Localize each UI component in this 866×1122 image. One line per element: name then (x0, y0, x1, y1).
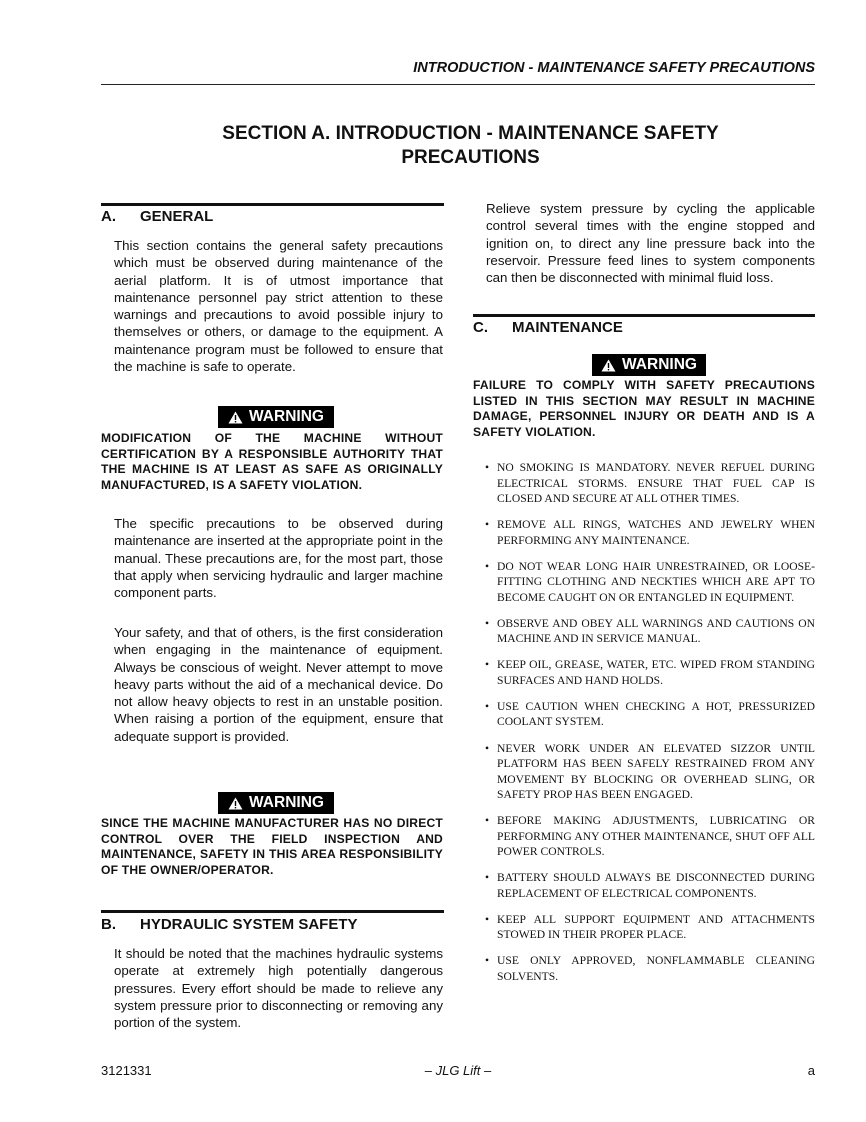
section-c-title: MAINTENANCE (512, 319, 623, 336)
section-c-letter: C. (473, 319, 488, 336)
list-item: • KEEP ALL SUPPORT EQUIPMENT AND ATTACHMENTS STOWED IN THEIR PROPER PLACE. (485, 912, 815, 942)
section-a-paragraph-3: Your safety, and that of others, is the first consideration when engaging in the maintenance of equipment. Always be conscious of weight. Never attempt to move heavy parts without the aid of a mechanical device. Do not allow heavy objects to rest in an unstable position. When raising a portion of the equipment, ensure that adequate support is provided. (114, 625, 443, 744)
list-item: • NEVER WORK UNDER AN ELEVATED SIZZOR UNTIL PLATFORM HAS BEEN SAFELY RESTRAINED FROM ANY MOVEMENT BY BLOCKING OR OVERHEAD SLING, OR SAFETY PROP HAS BEEN ENGAGED. (485, 741, 815, 802)
list-item: • OBSERVE AND OBEY ALL WARNINGS AND CAUTIONS ON MACHINE AND IN SERVICE MANUAL. (485, 616, 815, 646)
section-b-title: HYDRAULIC SYSTEM SAFETY (140, 916, 358, 933)
section-c-heading (473, 319, 623, 336)
section-c-rule (473, 314, 815, 317)
warning-badge-1 (218, 406, 334, 428)
maintenance-precautions-list (485, 460, 815, 995)
section-b-heading (101, 916, 358, 933)
warning-text-3: FAILURE TO COMPLY WITH SAFETY PRECAUTIONS LISTED IN THIS SECTION MAY RESULT IN MACHINE DAMAGE, PERSONNEL INJURY OR DEATH AND IS A SAFETY VIOLATION. (473, 378, 815, 440)
section-b-paragraph-1: It should be noted that the machines hydraulic systems operate at extremely high potentially dangerous pressures. Every effort should be made to relieve any system pressure prior to disconnecting or removing any portion of the system. (114, 946, 443, 1031)
warning-badge-2 (218, 792, 334, 814)
section-a-rule (101, 203, 444, 206)
footer-page-number: a (807, 1063, 815, 1078)
section-a-paragraph-1: This section contains the general safety precautions which must be observed during maintenance of the aerial platform. It is of utmost importance that maintenance personnel pay strict attention to these warnings and precautions to avoid possible injury to themselves or others, or damage to the equipment. A maintenance program must be followed to ensure that the machine is safe to operate. (114, 238, 443, 375)
section-a-paragraph-2: The specific precautions to be observed during maintenance are inserted at the appropriate point in the manual. These precautions are, for the most part, those that apply when servicing hydraulic and larger machine component parts. (114, 516, 443, 601)
footer-center-label: – JLG Lift – (424, 1063, 492, 1078)
list-item: • BATTERY SHOULD ALWAYS BE DISCONNECTED DURING REPLACEMENT OF ELECTRICAL COMPONENTS. (485, 871, 815, 900)
section-a-title: GENERAL (140, 208, 214, 225)
warning-badge-3 (592, 354, 706, 376)
list-item: • REMOVE ALL RINGS, WATCHES AND JEWELRY WHEN PERFORMING ANY MAINTENANCE. (485, 518, 815, 547)
section-a-letter: A. (101, 208, 116, 225)
page-title (100, 122, 841, 170)
warning-badge-1-label: WARNING (249, 408, 324, 425)
warning-badge-2-label: WARNING (249, 794, 324, 811)
section-b-paragraph-2: Relieve system pressure by cycling the applicable control several times with the engine stopped and ignition on, to direct any line pressure back into the reservoir. Pressure feed lines to system components can then be disconnected with minimal fluid loss. (486, 201, 815, 286)
section-b-rule (101, 910, 444, 913)
footer-doc-number: 3121331 (101, 1063, 152, 1078)
list-item: • USE ONLY APPROVED, NONFLAMMABLE CLEANING SOLVENTS. (485, 954, 815, 983)
page-title-line-2: PRECAUTIONS (401, 147, 540, 168)
warning-badge-3-label: WARNING (622, 356, 697, 373)
list-item: • DO NOT WEAR LONG HAIR UNRESTRAINED, OR LOOSE-FITTING CLOTHING AND NECKTIES WHICH ARE APT TO BECOME CAUGHT ON OR ENTANGLED IN EQUIPMENT. (485, 559, 815, 604)
list-item: • BEFORE MAKING ADJUSTMENTS, LUBRICATING OR PERFORMING ANY OTHER MAINTENANCE, SHUT OFF ALL POWER CONTROLS. (485, 814, 815, 859)
header-rule (101, 84, 815, 85)
section-a-heading (101, 208, 213, 225)
list-item: • NO SMOKING IS MANDATORY. NEVER REFUEL DURING ELECTRICAL STORMS. ENSURE THAT FUEL CAP IS CLOSED AND SECURE AT ALL OTHER TIMES. (485, 461, 815, 505)
section-b-letter: B. (101, 916, 116, 933)
list-item: • KEEP OIL, GREASE, WATER, ETC. WIPED FROM STANDING SURFACES AND HAND HOLDS. (485, 658, 815, 687)
running-header: INTRODUCTION - MAINTENANCE SAFETY PRECAUTIONS (413, 60, 815, 76)
warning-triangle-icon (228, 797, 243, 810)
page-title-line-1: SECTION A. INTRODUCTION - MAINTENANCE SAFETY (222, 123, 719, 144)
warning-text-2: SINCE THE MACHINE MANUFACTURER HAS NO DIRECT CONTROL OVER THE FIELD INSPECTION AND MAINTENANCE, SAFETY IN THIS AREA RESPONSIBILITY OF THE OWNER/OPERATOR. (101, 816, 443, 878)
list-item: • USE CAUTION WHEN CHECKING A HOT, PRESSURIZED COOLANT SYSTEM. (485, 699, 815, 729)
warning-triangle-icon (601, 359, 616, 372)
warning-text-1: MODIFICATION OF THE MACHINE WITHOUT CERTIFICATION BY A RESPONSIBLE AUTHORITY THAT THE MACHINE IS AT LEAST AS SAFE AS ORIGINALLY MANUFACTURED, IS A SAFETY VIOLATION. (101, 431, 443, 493)
warning-triangle-icon (228, 411, 243, 424)
